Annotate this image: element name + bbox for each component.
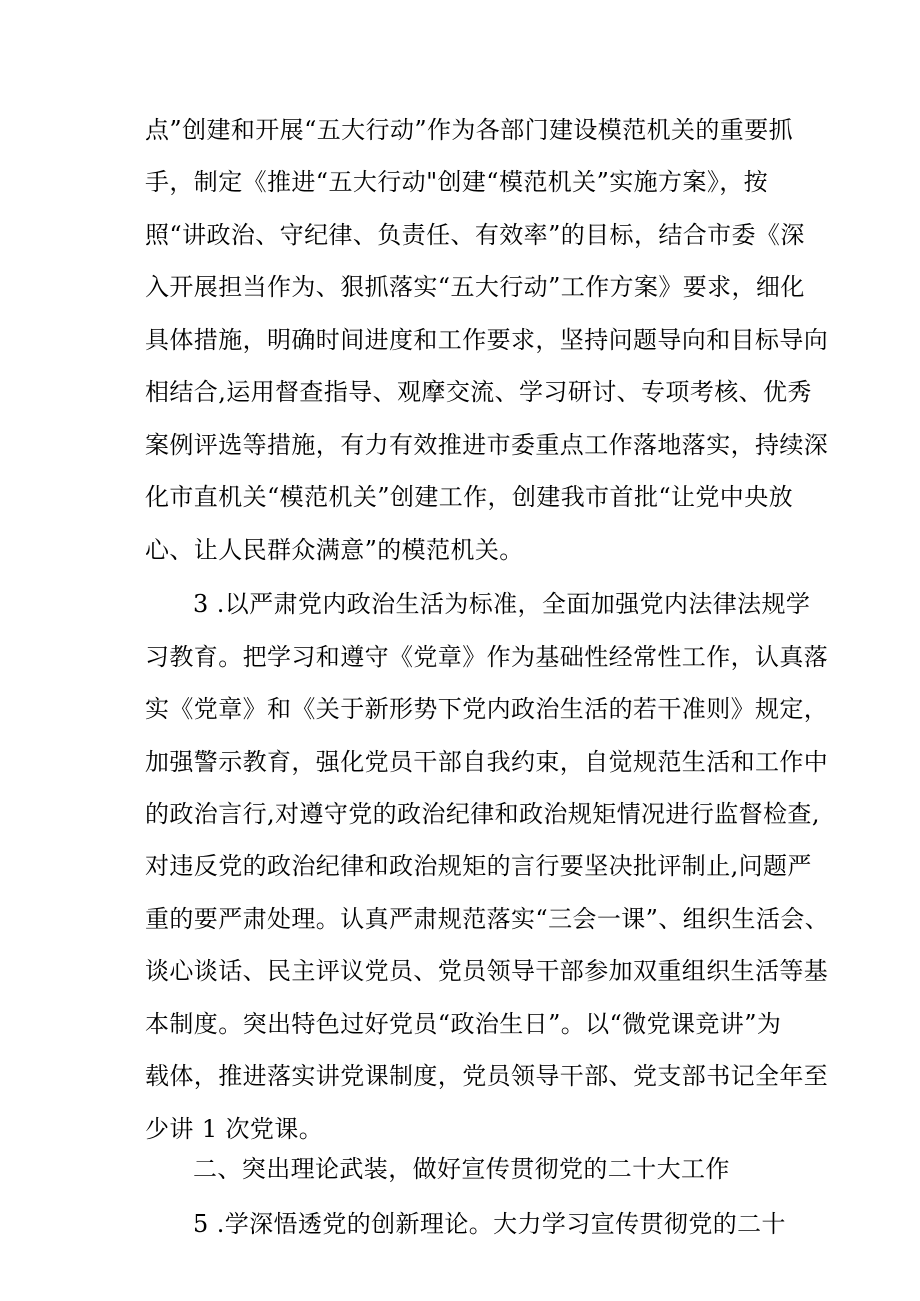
text-line: 本制度。突出特色过好党员“政治生日”。以“微党课竞讲”为	[145, 1010, 782, 1038]
text-line: 心、让人民群众满意”的模范机关。	[145, 536, 524, 564]
text-line: 手，制定《推进“五大行动"创建“模范机关”实施方案》，按	[145, 168, 769, 196]
text-line: 入开展担当作为、狠抓落实“五大行动”工作方案》要求，细化	[145, 273, 805, 301]
text-line: 载体，推进落实讲党课制度，党员领导干部、党支部书记全年至	[145, 1062, 829, 1090]
text-line: 化市直机关“模范机关”创建工作，创建我市首批“让党中央放	[145, 483, 794, 511]
text-line: 相结合,运用督查指导、观摩交流、学习研讨、专项考核、优秀	[145, 378, 812, 406]
text-line: 点”创建和开展“五大行动”作为各部门建设模范机关的重要抓	[145, 116, 794, 144]
section-heading: 二、突出理论武装，做好宣传贯彻党的二十大工作	[193, 1155, 730, 1183]
text-line: 照“讲政治、守纪律、负责任、有效率”的目标，结合市委《深	[145, 221, 805, 249]
text-line: 具体措施，明确时间进度和工作要求，坚持问题导向和目标导向	[145, 326, 829, 354]
text-line: 加强警示教育，强化党员干部自我约束，自觉规范生活和工作中	[145, 748, 829, 776]
text-line: 的政治言行,对遵守党的政治纪律和政治规矩情况进行监督检查,	[145, 800, 820, 828]
text-line: 5 .学深悟透党的创新理论。大力学习宣传贯彻党的二十	[193, 1210, 786, 1238]
text-line: 习教育。把学习和遵守《党章》作为基础性经常性工作，认真落	[145, 643, 829, 671]
text-line: 少讲 1 次党课。	[145, 1115, 324, 1143]
text-line: 重的要严肃处理。认真严肃规范落实“三会一课”、组织生活会、	[145, 905, 830, 933]
text-line: 对违反党的政治纪律和政治规矩的言行要坚决批评制止,问题严	[145, 852, 812, 880]
text-line: 3 .以严肃党内政治生活为标准，全面加强党内法律法规学	[193, 590, 811, 618]
text-line: 案例评选等措施，有力有效推进市委重点工作落地落实，持续深	[145, 431, 829, 459]
text-line: 谈心谈话、民主评议党员、党员领导干部参加双重组织生活等基	[145, 957, 829, 985]
text-line: 实《党章》和《关于新形势下党内政治生活的若干准则》规定，	[145, 695, 829, 723]
